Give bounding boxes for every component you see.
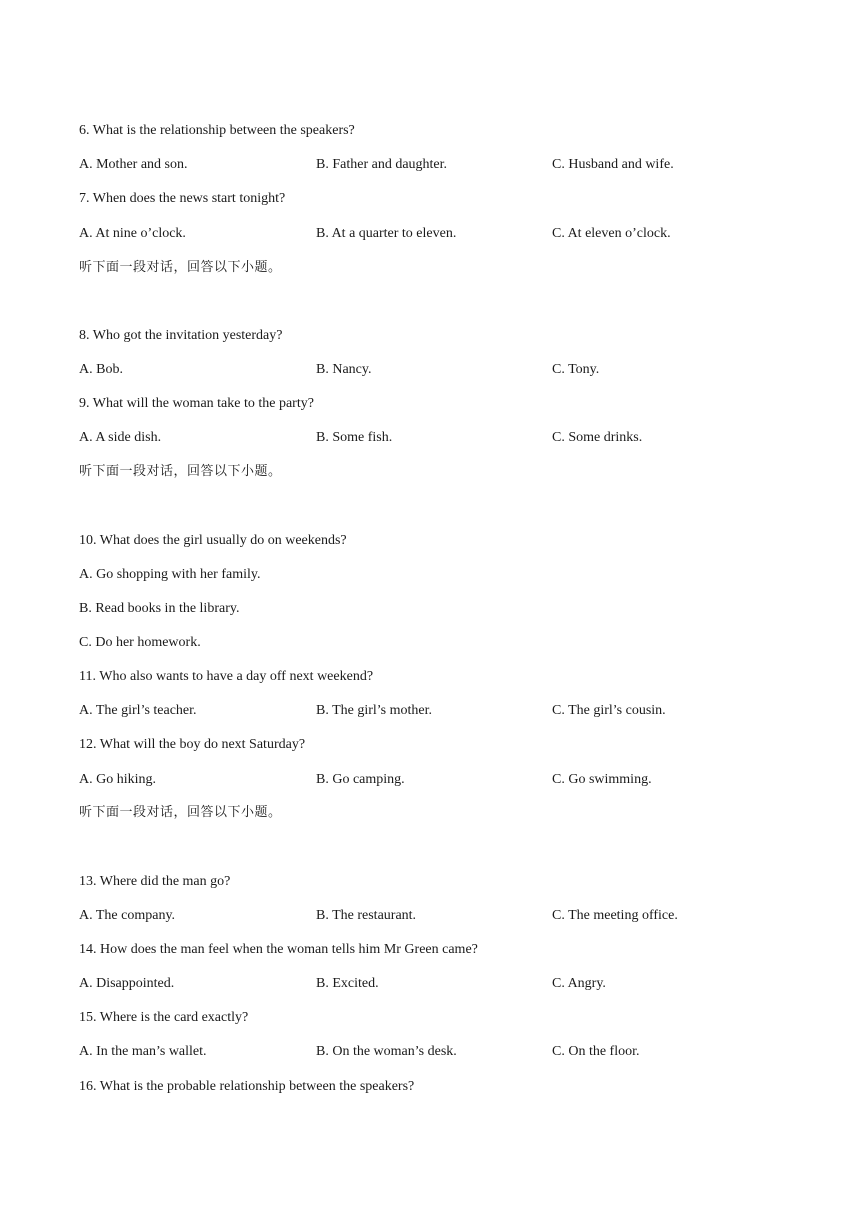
question-11-option-c[interactable]: C. The girl’s cousin. (552, 703, 666, 718)
question-6-option-b[interactable]: B. Father and daughter. (316, 157, 448, 172)
question-8-options (79, 360, 779, 380)
question-13-stem: 13. Where did the man go? (79, 874, 231, 889)
question-8-stem: 8. Who got the invitation yesterday? (79, 328, 283, 343)
question-8-option-b[interactable]: B. Nancy. (316, 362, 372, 377)
question-6-option-a[interactable]: A. Mother and son. (79, 157, 188, 172)
question-15-option-c[interactable]: C. On the floor. (552, 1044, 640, 1059)
question-12-option-c[interactable]: C. Go swimming. (552, 772, 652, 787)
question-10-option-b[interactable]: B. Read books in the library. (79, 601, 240, 616)
section-instruction: 听下面一段对话，回答以下小题。 (79, 260, 282, 275)
question-7-options (79, 224, 779, 244)
question-15-option-a[interactable]: A. In the man’s wallet. (79, 1044, 207, 1059)
question-6-option-c[interactable]: C. Husband and wife. (552, 157, 674, 172)
question-14-option-a[interactable]: A. Disappointed. (79, 976, 175, 991)
question-7-option-b[interactable]: B. At a quarter to eleven. (316, 226, 457, 241)
question-9-option-a[interactable]: A. A side dish. (79, 430, 162, 445)
question-14-option-b[interactable]: B. Excited. (316, 976, 379, 991)
question-7-option-c[interactable]: C. At eleven o’clock. (552, 226, 671, 241)
question-10-option-c[interactable]: C. Do her homework. (79, 635, 201, 650)
question-8-option-c[interactable]: C. Tony. (552, 362, 600, 377)
question-11-options (79, 701, 779, 721)
question-9-option-c[interactable]: C. Some drinks. (552, 430, 643, 445)
question-13-option-a[interactable]: A. The company. (79, 908, 176, 923)
question-11-stem: 11. Who also wants to have a day off next weekend? (79, 669, 374, 684)
question-13-option-b[interactable]: B. The restaurant. (316, 908, 417, 923)
question-12-stem: 12. What will the boy do next Saturday? (79, 737, 306, 752)
question-12-options (79, 770, 779, 790)
question-14-stem: 14. How does the man feel when the woman tells him Mr Green came? (79, 942, 478, 957)
question-11-option-a[interactable]: A. The girl’s teacher. (79, 703, 197, 718)
question-15-options (79, 1042, 779, 1062)
question-14-options (79, 974, 779, 994)
section-instruction: 听下面一段对话，回答以下小题。 (79, 464, 282, 479)
question-9-option-b[interactable]: B. Some fish. (316, 430, 393, 445)
question-8-option-a[interactable]: A. Bob. (79, 362, 123, 377)
question-12-option-a[interactable]: A. Go hiking. (79, 772, 156, 787)
question-16-stem: 16. What is the probable relationship between the speakers? (79, 1079, 415, 1094)
question-13-options (79, 906, 779, 926)
question-14-option-c[interactable]: C. Angry. (552, 976, 606, 991)
question-12-option-b[interactable]: B. Go camping. (316, 772, 405, 787)
question-9-stem: 9. What will the woman take to the party? (79, 396, 314, 411)
question-9-options (79, 428, 779, 448)
section-instruction: 听下面一段对话，回答以下小题。 (79, 805, 282, 820)
question-10-option-a[interactable]: A. Go shopping with her family. (79, 567, 261, 582)
question-10-stem: 10. What does the girl usually do on weekends? (79, 533, 347, 548)
question-7-option-a[interactable]: A. At nine o’clock. (79, 226, 186, 241)
question-6-stem: 6. What is the relationship between the speakers? (79, 123, 355, 138)
question-13-option-c[interactable]: C. The meeting office. (552, 908, 678, 923)
question-7-stem: 7. When does the news start tonight? (79, 191, 286, 206)
question-15-stem: 15. Where is the card exactly? (79, 1010, 249, 1025)
question-11-option-b[interactable]: B. The girl’s mother. (316, 703, 433, 718)
question-15-option-b[interactable]: B. On the woman’s desk. (316, 1044, 457, 1059)
question-6-options (79, 155, 779, 175)
